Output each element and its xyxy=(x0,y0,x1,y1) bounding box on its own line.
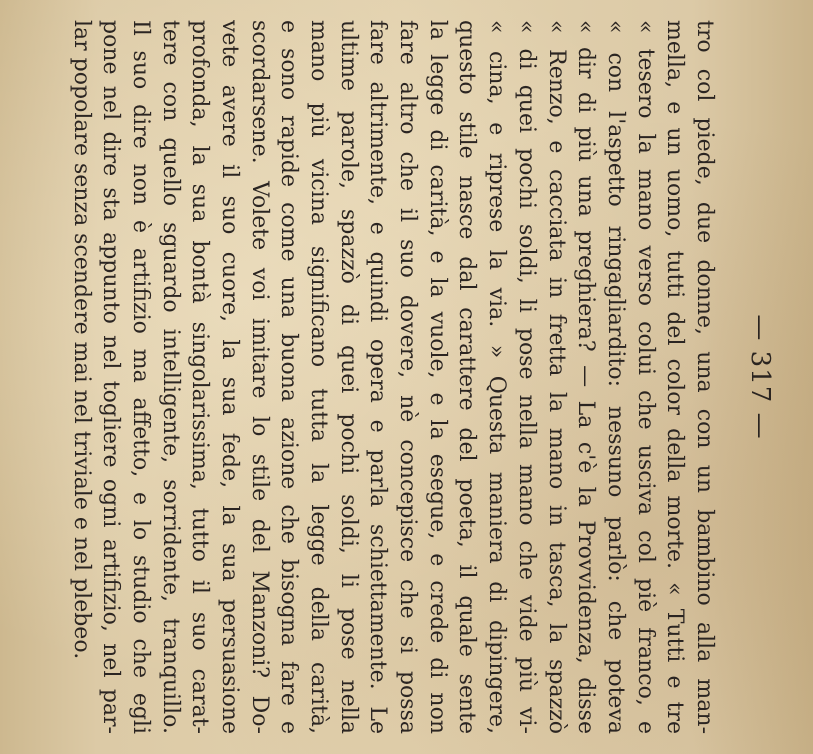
text-line-italic: ultime parole, spazzò di quei pochi soldi, li pose nella xyxy=(335,20,361,734)
text-line: scordarsene. Volete voi imitare lo stile del Manzoni? Do- xyxy=(246,20,272,734)
text-line-italic: mano più vicina significano tutta la legge della carità, xyxy=(306,20,332,734)
text-line: fare altrimente, e quindi opera e parla schiettamente. Le xyxy=(365,20,391,734)
text-line: Il suo dire non è artifizio ma affetto, e lo studio che egli xyxy=(127,20,153,734)
text-line: « con l'aspetto ringagliardito: nessuno parlò: che poteva xyxy=(602,20,628,734)
text-line: e sono rapide come una buona azione che bisogna fare e xyxy=(276,20,302,734)
text-line: « tesero la mano verso colui che usciva col piè franco, e xyxy=(632,20,658,734)
text-line: « Renzo, e cacciata in fretta la mano in tasca, la spazzò xyxy=(543,20,569,734)
text-line: mella, e un uomo, tutti del color della morte. « Tutti e tre xyxy=(662,20,688,734)
text-line: questo stile nasce dal carattere del poeta, il quale sente xyxy=(454,20,480,734)
text-line: tro col piede, due donne, una con un bambino alla man- xyxy=(692,20,717,734)
text-line: vete avere il suo cuore, la sua fede, la sua persuasione xyxy=(217,20,242,734)
text-line: fare altro che il suo dovere, nè concepisce che si possa xyxy=(395,20,421,734)
text-line: profonda, la sua bontà singolarissima, tutto il suo carat- xyxy=(187,20,213,734)
text-line: tere con quello sguardo intelligente, sorridente, tranquillo. xyxy=(157,20,183,734)
body-text xyxy=(66,20,719,734)
text-line: « di quei pochi soldi, li pose nella mano che vide più vi- xyxy=(513,20,539,734)
text-line: « cina, e riprese la via. » Questa maniera di dipingere, xyxy=(484,20,510,734)
text-line: la legge di carità, e la vuole, e la esegue, e crede di non xyxy=(424,20,450,734)
text-line: lar popolare senza scendere mai nel triviale e nel plebeo. xyxy=(68,20,94,660)
text-line: pone nel dire sta appunto nel togliere ogni artifizio, nel par- xyxy=(98,20,124,734)
page-number-header: — 317 — xyxy=(745,314,775,440)
text-line: « dir di più una preghiera? — La c'è la Provvidenza, disse xyxy=(573,20,599,734)
